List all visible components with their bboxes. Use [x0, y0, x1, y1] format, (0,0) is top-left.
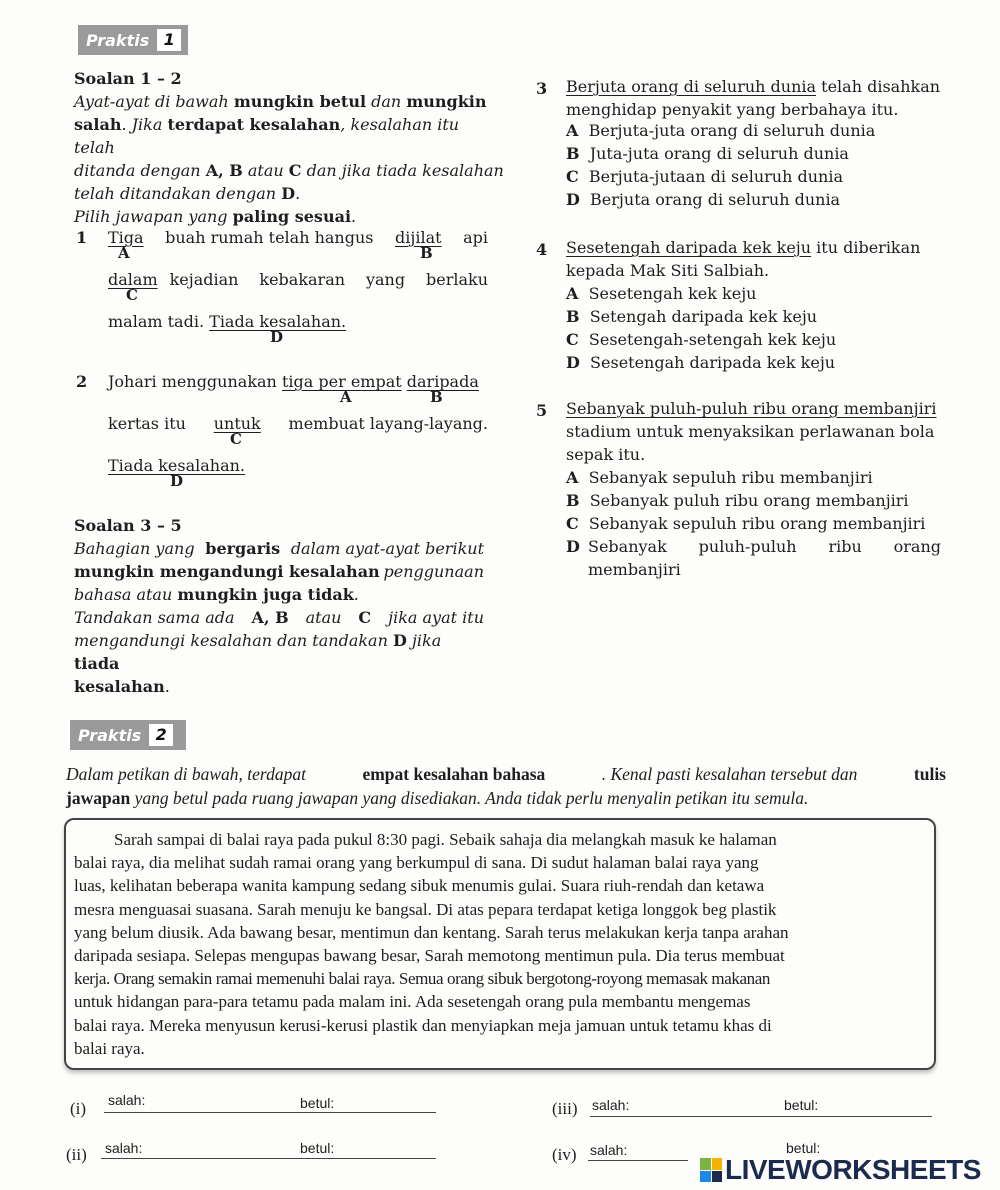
question-2-line-1: Johari menggunakan tiga per empat daripada	[108, 372, 479, 391]
answer-num-iii: (iii)	[552, 1099, 578, 1118]
question-2-line-2: kertas itu untuk membuat layang-layang.	[108, 414, 488, 433]
q5-option-a[interactable]: A Sebanyak sepuluh ribu membanjiri	[566, 468, 873, 487]
soalan-3-5-instructions: Soalan 3 – 5 Bahagian yang bergaris dalam ayat-ayat berikut mungkin mengandungi kesalahan penggunaan bahasa atau mungkin juga tidak. Tandakan sama ada A, B atau C jika ayat itu mengandungi kesalahan dan tandakan D jika tiada kesalahan.	[74, 516, 484, 696]
q5-underlined: Sebanyak puluh-puluh ribu orang membanjiri	[566, 399, 937, 418]
q2-mark-c: C	[230, 430, 242, 448]
passage-line: balai raya. Mereka menyusun kerusi-kerusi plastik dan menyiapkan meja jamuan untuk tetamu khas di	[74, 1015, 772, 1035]
answer-ii-betul-label: betul:	[300, 1140, 335, 1156]
soalan-1-2-instructions: Soalan 1 – 2 Ayat-ayat di bawah mungkin betul dan mungkin salah. Jika terdapat kesalahan, kesalahan itu telah ditanda dengan A, B atau C dan jika tiada kesalahan telah ditandakan dengan D. Pilih jawapan yang paling sesuai.	[74, 69, 504, 226]
answer-i-salah-input[interactable]	[104, 1112, 296, 1113]
praktis-number: 1	[157, 29, 181, 51]
answer-iii-betul-input[interactable]	[782, 1116, 932, 1117]
question-1-line-2: dalam kejadian kebakaran yang berlaku	[108, 270, 488, 289]
passage-line: balai raya, dia melihat sudah ramai orang yang berkumpul di sana. Di sudut halaman balai raya yang	[74, 853, 759, 873]
q4-option-b[interactable]: B Setengah daripada kek keju	[566, 307, 818, 326]
q2-underlined-c: untuk	[213, 414, 261, 433]
q2-mark-b: B	[430, 388, 443, 406]
passage-line: daripada sesiapa. Selepas mengupas bawang besar, Sarah memotong mentimun pula. Dia terus membuat	[74, 946, 785, 966]
answer-num-i: (i)	[70, 1099, 87, 1118]
soalan-3-5-heading: Soalan 3 – 5	[74, 516, 182, 535]
praktis-1-badge	[78, 25, 188, 55]
question-2-number: 2	[76, 372, 88, 391]
question-3-number: 3	[536, 79, 548, 98]
q1-underlined-a: Tiga	[108, 228, 144, 247]
passage-line: kerja. Orang semakin ramai memenuhi balai raya. Semua orang sibuk bergotong-royong memasak makanan	[74, 969, 770, 989]
q1-mark-c: C	[126, 286, 138, 304]
passage-line: balai raya.	[74, 1038, 145, 1058]
passage-line: yang belum diusik. Ada bawang besar, mentimun dan kentang. Sarah terus melakukan kerja tanpa arahan	[74, 922, 789, 942]
question-1-line-3: malam tadi. Tiada kesalahan.	[108, 312, 347, 331]
answer-num-ii: (ii)	[66, 1145, 87, 1164]
question-3-options	[566, 119, 875, 211]
answer-i-betul-input[interactable]	[296, 1112, 436, 1113]
answer-ii-salah-label: salah:	[105, 1140, 143, 1156]
q1-mark-b: B	[420, 244, 433, 262]
q2-underlined-b: daripada	[406, 372, 479, 391]
q4-option-c[interactable]: C Sesetengah-setengah kek keju	[566, 330, 837, 349]
answer-ii-betul-input[interactable]	[296, 1158, 436, 1159]
q2-mark-a: A	[340, 388, 352, 406]
answer-iii-salah-label: salah:	[592, 1097, 630, 1113]
q5-option-c[interactable]: C Sebanyak sepuluh ribu orang membanjiri	[566, 514, 926, 533]
passage-box	[64, 818, 936, 1070]
q4-option-a[interactable]: A Sesetengah kek keju	[566, 284, 757, 303]
liveworksheets-watermark	[700, 1154, 981, 1186]
q3-option-b[interactable]: B Juta-juta orang di seluruh dunia	[566, 144, 849, 163]
q1-mark-d: D	[270, 328, 284, 346]
q1-underlined-b: dijilat	[395, 228, 442, 247]
answer-i-betul-label: betul:	[300, 1095, 335, 1111]
answer-num-iv: (iv)	[552, 1145, 577, 1164]
praktis-2-instructions: Dalam petikan di bawah, terdapat empat kesalahan bahasa . Kenal pasti kesalahan tersebut dan tulis jawapan yang betul pada ruang jawapan yang disediakan. Anda tidak perlu menyalin petikan itu semula.	[66, 764, 946, 808]
praktis-2-number: 2	[149, 724, 173, 746]
q2-mark-d: D	[170, 472, 184, 490]
question-1-number: 1	[76, 228, 88, 247]
question-1-line-1: Tiga buah rumah telah hangus dijilat api	[108, 228, 488, 247]
q3-option-a[interactable]: A Berjuta-juta orang di seluruh dunia	[566, 121, 876, 140]
q3-option-d[interactable]: D Berjuta orang di seluruh dunia	[566, 190, 841, 209]
answer-i-salah-label: salah:	[108, 1092, 146, 1108]
q5-option-d[interactable]: D Sebanyak puluh-puluh ribu orang	[566, 537, 941, 556]
praktis-2-badge	[70, 720, 186, 750]
question-5-stem: Sebanyak puluh-puluh ribu orang membanjiri stadium untuk menyaksikan perlawanan bola sepak itu.	[566, 399, 937, 464]
question-4-options	[566, 282, 836, 374]
answer-iv-betul-label: betul:	[786, 1140, 821, 1156]
question-5-number: 5	[536, 401, 548, 420]
q4-option-d[interactable]: D Sesetengah daripada kek keju	[566, 353, 836, 372]
passage-line: Sarah sampai di balai raya pada pukul 8:30 pagi. Sebaik sahaja dia melangkah masuk ke halaman	[114, 830, 777, 849]
q1-underlined-c: dalam	[108, 270, 158, 289]
q5-option-b[interactable]: B Sebanyak puluh ribu orang membanjiri	[566, 491, 909, 510]
answer-iii-betul-label: betul:	[784, 1097, 819, 1113]
praktis-2-label: Praktis	[78, 725, 142, 745]
passage-line: luas, kelihatan beberapa wanita kampung sedang sibuk menumis gulai. Suara riuh-rendah dan ketawa	[74, 876, 765, 896]
answer-iv-salah-label: salah:	[590, 1142, 628, 1158]
answer-iv-salah-input[interactable]	[588, 1160, 688, 1161]
question-4-stem: Sesetengah daripada kek keju itu diberikan kepada Mak Siti Salbiah.	[566, 238, 921, 280]
q5-option-d-cont: membanjiri	[588, 560, 681, 579]
answer-ii-salah-input[interactable]	[101, 1158, 296, 1159]
q4-underlined: Sesetengah daripada kek keju	[566, 238, 812, 257]
q1-underlined-d: Tiada kesalahan.	[209, 312, 347, 331]
praktis-label: Praktis	[86, 30, 150, 50]
passage-line: untuk hidangan para-para tetamu pada malam ini. Ada sesetengah orang pula membantu mengemas	[74, 992, 751, 1012]
liveworksheets-text: LIVEWORKSHEETS	[725, 1154, 981, 1185]
q2-underlined-d: Tiada kesalahan.	[108, 456, 245, 475]
q3-underlined: Berjuta orang di seluruh dunia	[566, 77, 817, 96]
soalan-1-2-heading: Soalan 1 – 2	[74, 69, 182, 88]
liveworksheets-logo-icon	[700, 1158, 722, 1182]
question-3-stem: Berjuta orang di seluruh dunia telah disahkan menghidap penyakit yang berbahaya itu.	[566, 77, 941, 119]
q1-mark-a: A	[118, 244, 130, 262]
passage-line: mesra menguasai suasana. Sarah menuju ke bangsal. Di atas pepara terdapat ketiga longgok beg plastik	[74, 899, 777, 919]
answer-iii-salah-input[interactable]	[590, 1116, 782, 1117]
question-5-options	[566, 466, 941, 581]
q2-underlined-a: tiga per empat	[281, 372, 402, 391]
question-4-number: 4	[536, 240, 548, 259]
q3-option-c[interactable]: C Berjuta-jutaan di seluruh dunia	[566, 167, 843, 186]
